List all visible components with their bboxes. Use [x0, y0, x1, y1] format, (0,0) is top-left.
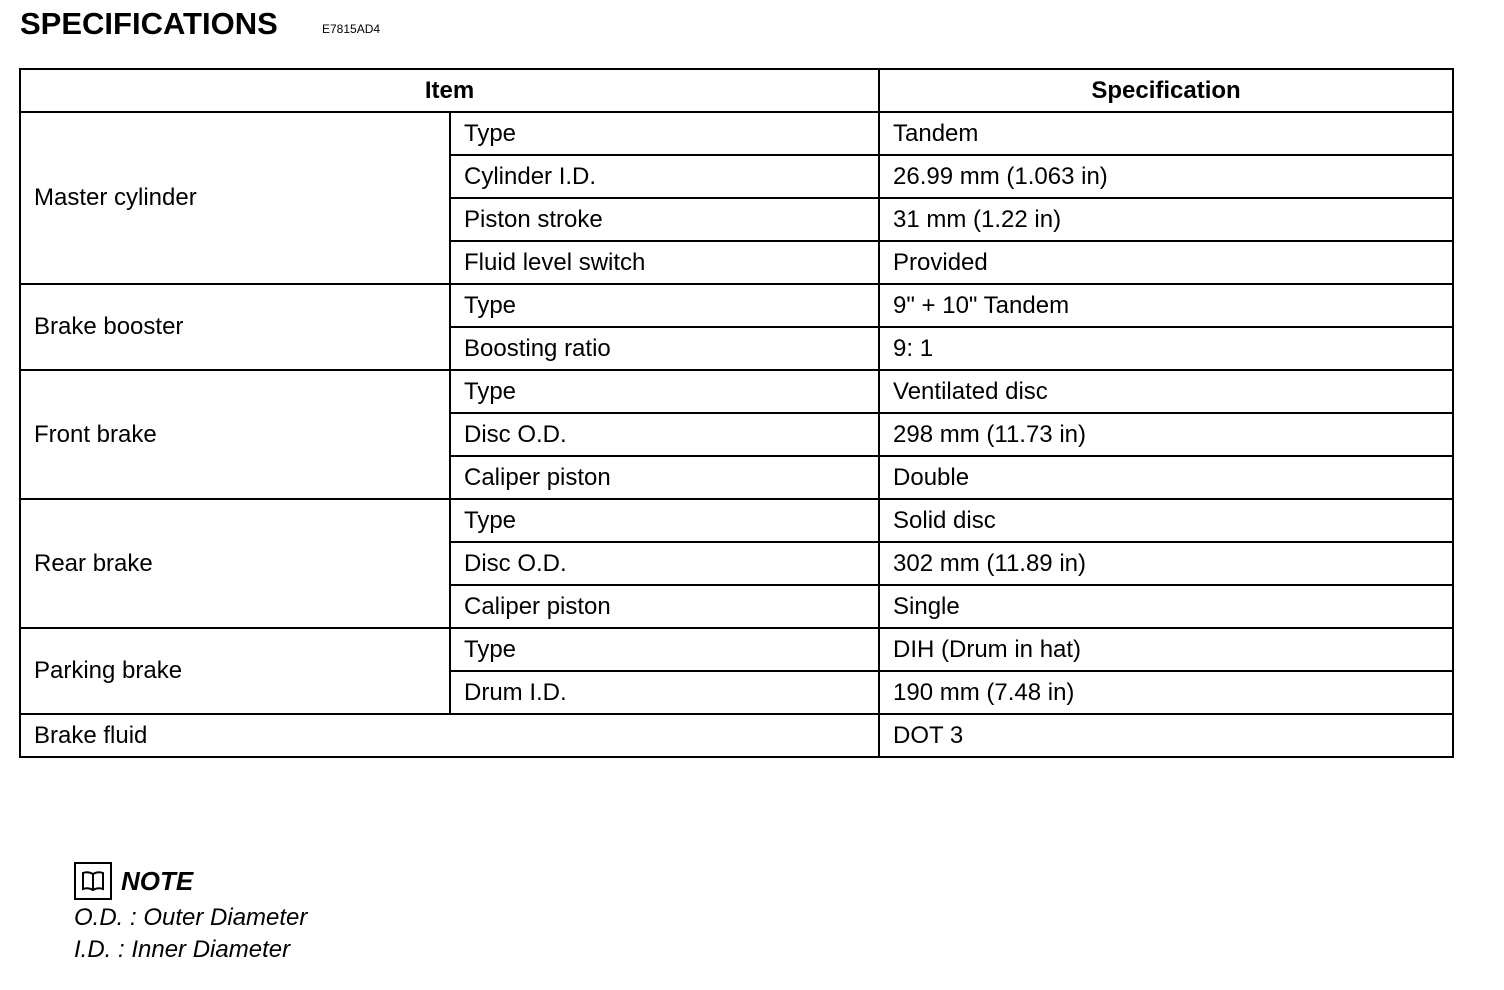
item-cell: Fluid level switch — [450, 241, 879, 284]
note-line-id: I.D. : Inner Diameter — [74, 936, 291, 963]
spec-cell: 9" + 10" Tandem — [879, 284, 1453, 327]
item-cell: Type — [450, 284, 879, 327]
spec-cell: Ventilated disc — [879, 370, 1453, 413]
spec-cell: 298 mm (11.73 in) — [879, 413, 1453, 456]
item-cell: Type — [450, 499, 879, 542]
group-name-cell: Parking brake — [20, 628, 450, 714]
note-label: NOTE — [121, 865, 194, 896]
spec-cell: 31 mm (1.22 in) — [879, 198, 1453, 241]
page-title: SPECIFICATIONS — [20, 6, 278, 41]
spec-cell: 302 mm (11.89 in) — [879, 542, 1453, 585]
table-row — [20, 112, 1453, 155]
item-cell: Type — [450, 370, 879, 413]
item-cell: Boosting ratio — [450, 327, 879, 370]
note-header — [74, 860, 307, 902]
note-section — [74, 860, 307, 966]
group-name-cell: Brake booster — [20, 284, 450, 370]
spec-cell: 190 mm (7.48 in) — [879, 671, 1453, 714]
document-code: E7815AD4 — [322, 22, 381, 36]
spec-cell: Solid disc — [879, 499, 1453, 542]
item-cell: Disc O.D. — [450, 413, 879, 456]
fluid-name-cell: Brake fluid — [20, 714, 879, 757]
table-header-row — [20, 69, 1453, 112]
spec-cell: DIH (Drum in hat) — [879, 628, 1453, 671]
note-line-od: O.D. : Outer Diameter — [74, 904, 308, 931]
item-cell: Cylinder I.D. — [450, 155, 879, 198]
group-name-cell: Master cylinder — [20, 112, 450, 284]
fluid-spec-cell: DOT 3 — [879, 714, 1453, 757]
table-row — [20, 284, 1453, 327]
item-cell: Disc O.D. — [450, 542, 879, 585]
item-cell: Caliper piston — [450, 585, 879, 628]
table-row-brake-fluid — [20, 714, 1453, 757]
table-body — [20, 112, 1453, 757]
header-specification: Specification — [879, 69, 1453, 112]
spec-cell: 9: 1 — [879, 327, 1453, 370]
table-row — [20, 628, 1453, 671]
spec-cell: Provided — [879, 241, 1453, 284]
group-name-cell: Front brake — [20, 370, 450, 499]
table-row — [20, 370, 1453, 413]
group-name-cell: Rear brake — [20, 499, 450, 628]
item-cell: Drum I.D. — [450, 671, 879, 714]
table-row — [20, 499, 1453, 542]
spec-cell: 26.99 mm (1.063 in) — [879, 155, 1453, 198]
header-item: Item — [20, 69, 879, 112]
item-cell: Type — [450, 112, 879, 155]
item-cell: Caliper piston — [450, 456, 879, 499]
spec-cell: Single — [879, 585, 1453, 628]
item-cell: Piston stroke — [450, 198, 879, 241]
book-icon — [74, 862, 112, 900]
item-cell: Type — [450, 628, 879, 671]
spec-cell: Tandem — [879, 112, 1453, 155]
spec-cell: Double — [879, 456, 1453, 499]
specifications-table — [19, 68, 1454, 758]
